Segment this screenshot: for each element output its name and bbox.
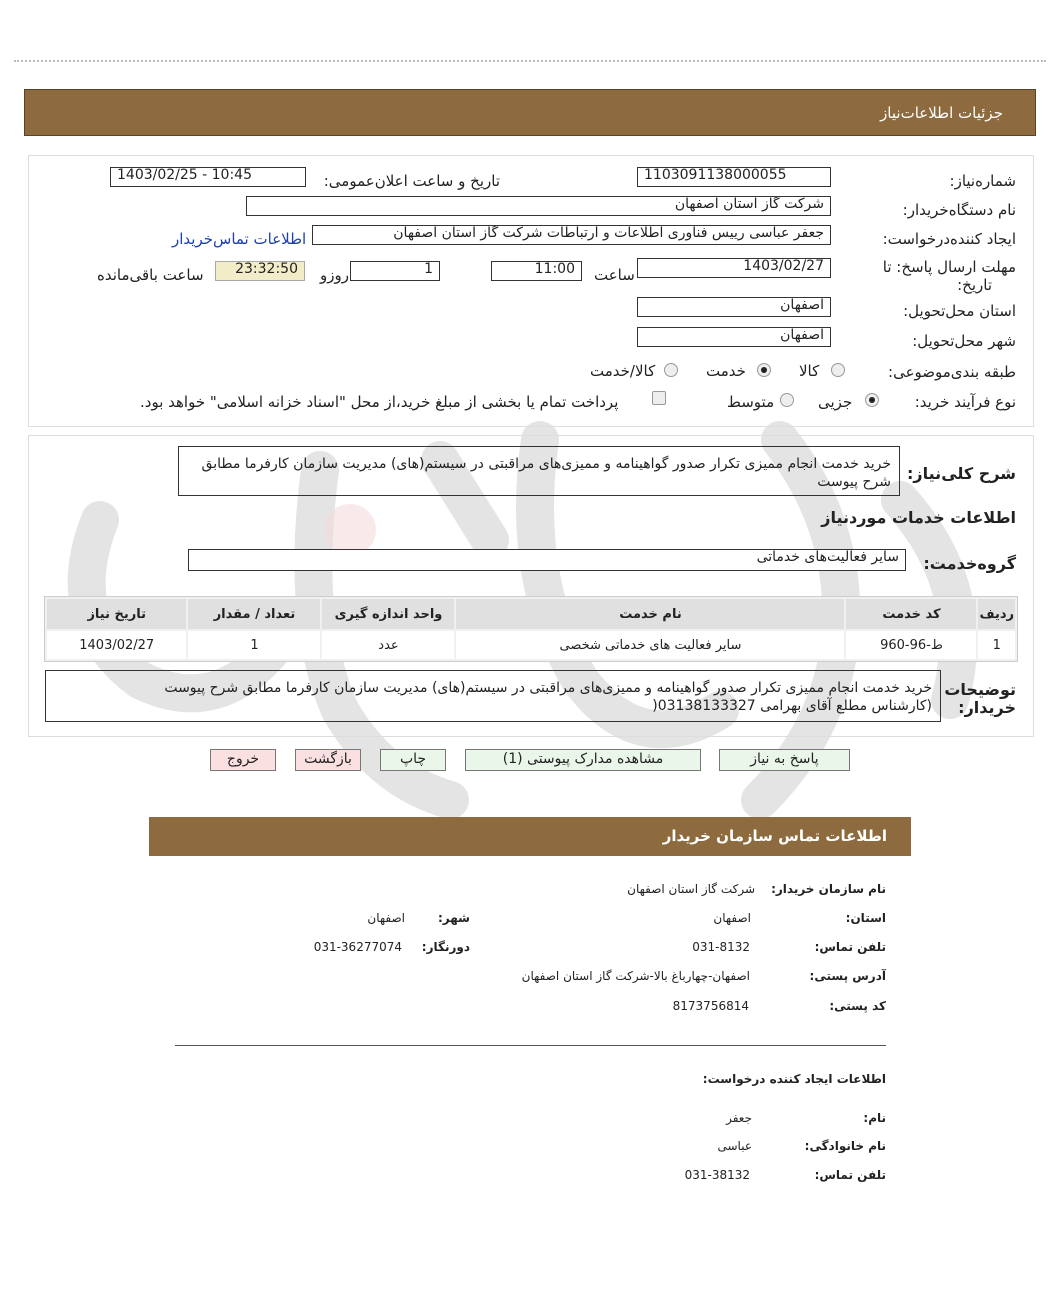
announce-label: تاریخ و ساعت اعلان‌عمومی: — [323, 172, 500, 190]
service-group-label: گروه‌خدمت: — [923, 554, 1016, 573]
buyer-notes-line-1: خرید خدمت انجام مميزی تكرار صدور گواهينامه و مميزی‌های مراقبتی در سيستم(های) مديريت سازمان كارفرما مطابق شرح پيوست — [164, 680, 932, 696]
contact-header — [149, 817, 911, 856]
contact-phone: 031-8132 — [692, 940, 750, 954]
cell-row: 1 — [978, 631, 1015, 659]
category-goods-radio[interactable] — [831, 363, 845, 377]
creator-name-label: نام: — [863, 1111, 886, 1125]
contact-org-label: نام سازمان خریدار: — [771, 882, 886, 896]
attachments-button[interactable]: مشاهده مدارک پیوستی (1) — [465, 749, 701, 771]
contact-title: اطلاعات تماس سازمان خریدار — [662, 827, 887, 845]
respond-button[interactable]: پاسخ به نیاز — [719, 749, 850, 771]
category-label: طبقه بندی‌موضوعی: — [888, 363, 1016, 381]
buyer-org-field: شرکت گاز استان اصفهان — [246, 196, 831, 216]
col-name-header: نام خدمت — [456, 599, 844, 629]
province-label: استان محل‌تحویل: — [903, 302, 1016, 320]
remaining-time-field: 23:32:50 — [215, 261, 305, 281]
services-table — [45, 597, 1017, 661]
buyer-notes-box — [45, 670, 941, 722]
cell-qty: 1 — [188, 631, 320, 659]
creator-phone: 031-38132 — [684, 1168, 750, 1182]
creator-phone-label: تلفن تماس: — [814, 1168, 886, 1182]
days-label: روزو — [320, 266, 349, 284]
contact-city-label: شهر: — [438, 911, 470, 925]
contact-phone-label: تلفن تماس: — [814, 940, 886, 954]
remaining-label: ساعت باقی‌مانده — [97, 266, 204, 284]
need-number-field: 1103091138000055 — [637, 167, 831, 187]
print-button[interactable]: چاپ — [380, 749, 446, 771]
creator-name: جعفر — [726, 1111, 752, 1125]
process-medium-radio[interactable] — [780, 393, 794, 407]
buyer-notes-line-2: (كارشناس مطلع آقای بهرامی 03138133327( — [652, 698, 932, 714]
services-table-wrap — [44, 596, 1018, 662]
description-label: شرح کلی‌نیاز: — [907, 464, 1016, 483]
creator-label: ایجاد کننده‌درخواست: — [882, 230, 1016, 248]
time-label: ساعت — [594, 266, 635, 284]
contact-province: اصفهان — [713, 911, 751, 925]
top-divider — [14, 60, 1046, 62]
process-minor-label: جزیی — [818, 393, 853, 411]
details-title: جزئیات اطلاعات‌نیاز — [880, 104, 1003, 122]
service-group-field: سایر فعالیت‌های خدماتی — [188, 549, 906, 571]
creator-field: جعفر عباسی رییس فناوری اطلاعات و ارتباطات شرکت گاز استان اصفهان — [312, 225, 831, 245]
col-unit-header: واحد اندازه گیری — [322, 599, 454, 629]
buyer-notes-label-2: خریدار: — [958, 698, 1016, 717]
buyer-org-label: نام دستگاه‌خریدار: — [902, 201, 1016, 219]
province-field: اصفهان — [637, 297, 831, 317]
contact-address-label: آدرس پستی: — [809, 969, 886, 983]
contact-fax: 031-36277074 — [313, 940, 402, 954]
category-both-label: کالا/خدمت — [590, 362, 656, 380]
category-goods-label: کالا — [799, 362, 820, 380]
table-header-row — [47, 599, 1015, 629]
contact-postal: 8173756814 — [672, 999, 749, 1013]
deadline-label-date: تاریخ: — [957, 276, 992, 294]
buyer-contact-link[interactable]: اطلاعات تماس‌خریدار — [172, 230, 307, 248]
cell-code: ط-96-960 — [846, 631, 976, 659]
contact-province-label: استان: — [845, 911, 886, 925]
contact-fax-label: دورنگار: — [421, 940, 470, 954]
col-qty-header: تعداد / مقدار — [188, 599, 320, 629]
col-code-header: کد خدمت — [846, 599, 976, 629]
creator-family: عباسی — [717, 1139, 752, 1153]
table-row — [47, 631, 1015, 659]
city-label: شهر محل‌تحویل: — [912, 332, 1016, 350]
deadline-label: مهلت ارسال پاسخ: تا — [882, 258, 1016, 276]
process-minor-radio[interactable] — [865, 393, 879, 407]
deadline-date-field: 1403/02/27 — [637, 258, 831, 278]
creator-family-label: نام خانوادگی: — [804, 1139, 886, 1153]
details-header — [24, 89, 1036, 136]
contact-city: اصفهان — [367, 911, 405, 925]
treasury-checkbox[interactable] — [652, 391, 666, 405]
contact-postal-label: کد پستی: — [829, 999, 886, 1013]
back-button[interactable]: بازگشت — [295, 749, 361, 771]
process-label: نوع فرآیند خرید: — [914, 393, 1016, 411]
contact-divider — [175, 1045, 886, 1046]
creator-info-title: اطلاعات ایجاد کننده درخواست: — [702, 1072, 886, 1086]
announce-field: 1403/02/25 - 10:45 — [110, 167, 306, 187]
category-service-label: خدمت — [706, 362, 746, 380]
process-medium-label: متوسط — [727, 393, 775, 411]
cell-date: 1403/02/27 — [47, 631, 186, 659]
category-both-radio[interactable] — [664, 363, 678, 377]
description-box: خرید خدمت انجام مميزی تكرار صدور گواهينامه و مميزی‌های مراقبتی در سيستم(های) مديريت سازمان كارفرما مطابق شرح پيوست — [178, 446, 900, 496]
col-row-header: ردیف — [978, 599, 1015, 629]
cell-name: سایر فعالیت های خدماتی شخصی — [456, 631, 844, 659]
services-title: اطلاعات خدمات موردنیاز — [821, 508, 1016, 527]
cell-unit: عدد — [322, 631, 454, 659]
col-date-header: تاریخ نیاز — [47, 599, 186, 629]
contact-org: شرکت گاز استان اصفهان — [627, 882, 755, 896]
city-field: اصفهان — [637, 327, 831, 347]
exit-button[interactable]: خروج — [210, 749, 276, 771]
deadline-time-field: 11:00 — [491, 261, 582, 281]
category-service-radio[interactable] — [757, 363, 771, 377]
contact-address: اصفهان-چهارباغ بالا-شرکت گاز استان اصفهان — [521, 969, 750, 983]
days-field: 1 — [350, 261, 440, 281]
payment-note: پرداخت تمام یا بخشی از مبلغ خرید،از محل "اسناد خزانه اسلامی" خواهد بود. — [140, 393, 619, 411]
need-number-label: شماره‌نیاز: — [949, 172, 1016, 190]
buyer-notes-label: توضیحات — [944, 680, 1016, 699]
